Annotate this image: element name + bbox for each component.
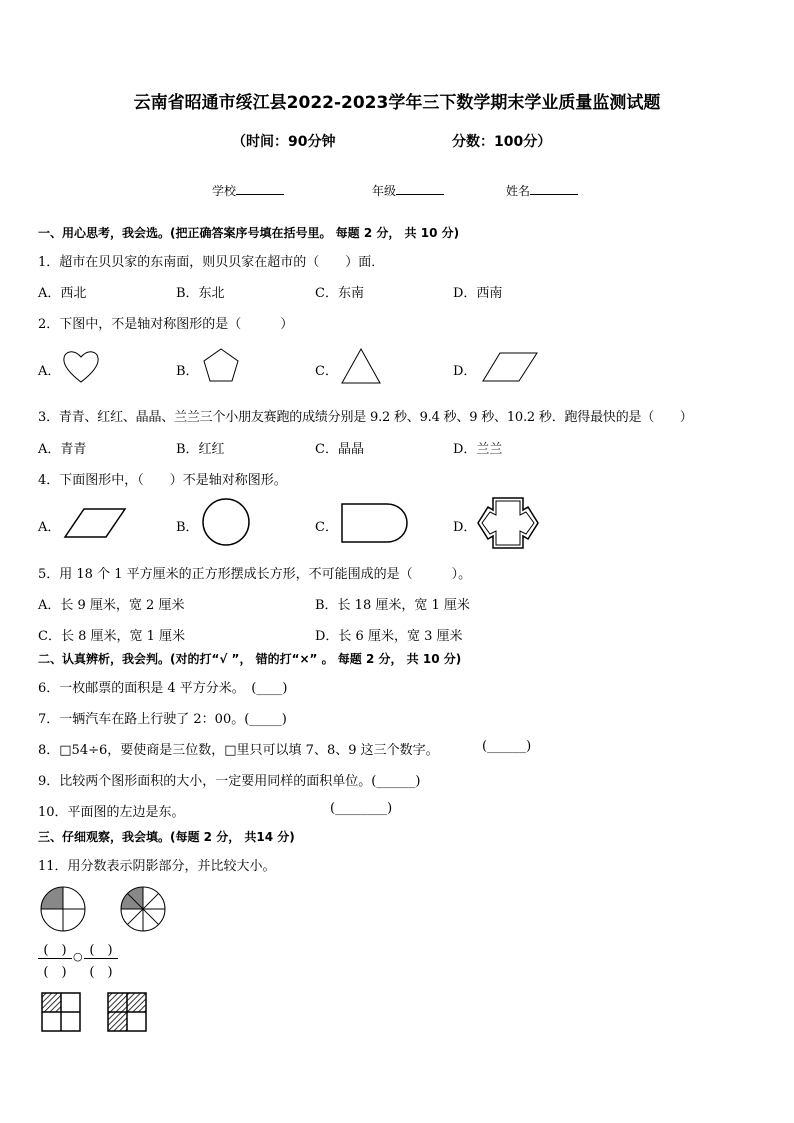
section-1-heading: 一、用心思考，我会选。(把正确答案序号填在括号里。 每题 2 分， 共 10 分) — [38, 226, 460, 240]
q4-option-d[interactable]: D． — [453, 520, 477, 535]
question-7: 7．一辆汽车在路上行驶了 2：00。(_____) — [38, 712, 287, 727]
heart-shape-icon — [62, 348, 100, 384]
exam-time: （时间：90分钟 — [232, 134, 336, 150]
name-field[interactable] — [506, 182, 578, 199]
fraction-a-denominator[interactable]: ( ) — [43, 965, 67, 980]
square-three-quarter-hatched-figure-icon — [107, 992, 147, 1032]
question-8: 8．□54÷6，要使商是三位数，□里只可以填 7、8、9 这三个数字。 — [38, 743, 439, 758]
q5-option-b[interactable]: B．长 18 厘米，宽 1 厘米 — [315, 598, 470, 613]
question-1: 1．超市在贝贝家的东南面，则贝贝家在超市的（ ）面． — [38, 255, 385, 270]
q4-option-c[interactable]: C． — [315, 520, 338, 535]
q3-option-c[interactable]: C．晶晶 — [315, 442, 364, 457]
q1-option-d[interactable]: D．西南 — [453, 286, 503, 301]
compare-circle[interactable]: ○ — [73, 950, 83, 963]
q4-option-b[interactable]: B． — [176, 520, 199, 535]
school-field[interactable] — [212, 182, 284, 199]
question-4: 4．下面图形中，（ ）不是轴对称图形。 — [38, 473, 287, 488]
eighth-circle-figure-icon — [120, 886, 166, 932]
exam-score: 分数：100分） — [452, 134, 552, 150]
q2-option-b[interactable]: B． — [176, 364, 199, 379]
q5-option-c[interactable]: C．长 8 厘米，宽 1 厘米 — [38, 629, 186, 644]
q1-option-c[interactable]: C．东南 — [315, 286, 364, 301]
fraction-b-numerator[interactable]: ( ) — [89, 943, 113, 958]
q2-option-a[interactable]: A． — [38, 364, 61, 379]
q1-option-b[interactable]: B．东北 — [176, 286, 225, 301]
parallelogram-shape-icon — [64, 508, 126, 538]
pentagon-shape-icon — [203, 348, 239, 382]
grade-label: 年级 — [372, 184, 397, 198]
q4-option-a[interactable]: A． — [38, 520, 61, 535]
q2-option-c[interactable]: C． — [315, 364, 338, 379]
circle-shape-icon — [202, 498, 250, 546]
square-quarter-hatched-figure-icon — [41, 992, 81, 1032]
school-blank[interactable] — [236, 184, 284, 195]
question-10: 10．平面图的左边是东。 — [38, 805, 185, 820]
q8-answer-blank[interactable]: (______) — [482, 739, 532, 754]
q10-answer-blank[interactable]: (________) — [330, 801, 393, 816]
q3-option-a[interactable]: A．青青 — [38, 442, 87, 457]
q5-option-a[interactable]: A．长 9 厘米，宽 2 厘米 — [38, 598, 185, 613]
question-6: 6．一枚邮票的面积是 4 平方分米。 (____) — [38, 681, 288, 696]
q3-option-d[interactable]: D．兰兰 — [453, 442, 503, 457]
fraction-b-bar — [84, 958, 118, 959]
d-shape-icon — [341, 503, 409, 543]
q2-option-d[interactable]: D． — [453, 364, 477, 379]
section-2-heading: 二、认真辨析，我会判。(对的打“√ ”， 错的打“×” 。 每题 2 分， 共 10 分) — [38, 652, 462, 666]
fraction-a-bar — [38, 958, 72, 959]
question-9: 9．比较两个图形面积的大小，一定要用同样的面积单位。(______) — [38, 774, 421, 789]
double-arrow-shape-icon — [477, 497, 539, 549]
triangle-shape-icon — [341, 348, 381, 384]
q1-option-a[interactable]: A．西北 — [38, 286, 87, 301]
q5-option-d[interactable]: D．长 6 厘米，宽 3 厘米 — [315, 629, 463, 644]
school-label: 学校 — [212, 184, 237, 198]
section-3-heading: 三、仔细观察，我会填。(每题 2 分， 共14 分) — [38, 830, 295, 844]
fraction-a-numerator[interactable]: ( ) — [43, 943, 67, 958]
parallelogram-shape-icon — [482, 352, 538, 382]
quarter-circle-figure-icon — [40, 886, 86, 932]
grade-field[interactable] — [372, 182, 444, 199]
name-blank[interactable] — [530, 184, 578, 195]
page-title: 云南省昭通市绥江县2022-2023学年三下数学期末学业质量监测试题 — [133, 93, 661, 113]
name-label: 姓名 — [506, 184, 531, 198]
q3-option-b[interactable]: B．红红 — [176, 442, 225, 457]
question-2: 2．下图中，不是轴对称图形的是（ ） — [38, 317, 294, 332]
question-11: 11．用分数表示阴影部分，并比较大小。 — [38, 859, 276, 874]
grade-blank[interactable] — [396, 184, 444, 195]
question-3: 3．青青、红红、晶晶、兰兰三个小朋友赛跑的成绩分别是 9.2 秒、9.4 秒、9 秒、10.2 秒．跑得最快的是（ ） — [38, 410, 693, 425]
question-5: 5．用 18 个 1 平方厘米的正方形摆成长方形，不可能围成的是（ ）。 — [38, 567, 472, 582]
fraction-b-denominator[interactable]: ( ) — [89, 965, 113, 980]
